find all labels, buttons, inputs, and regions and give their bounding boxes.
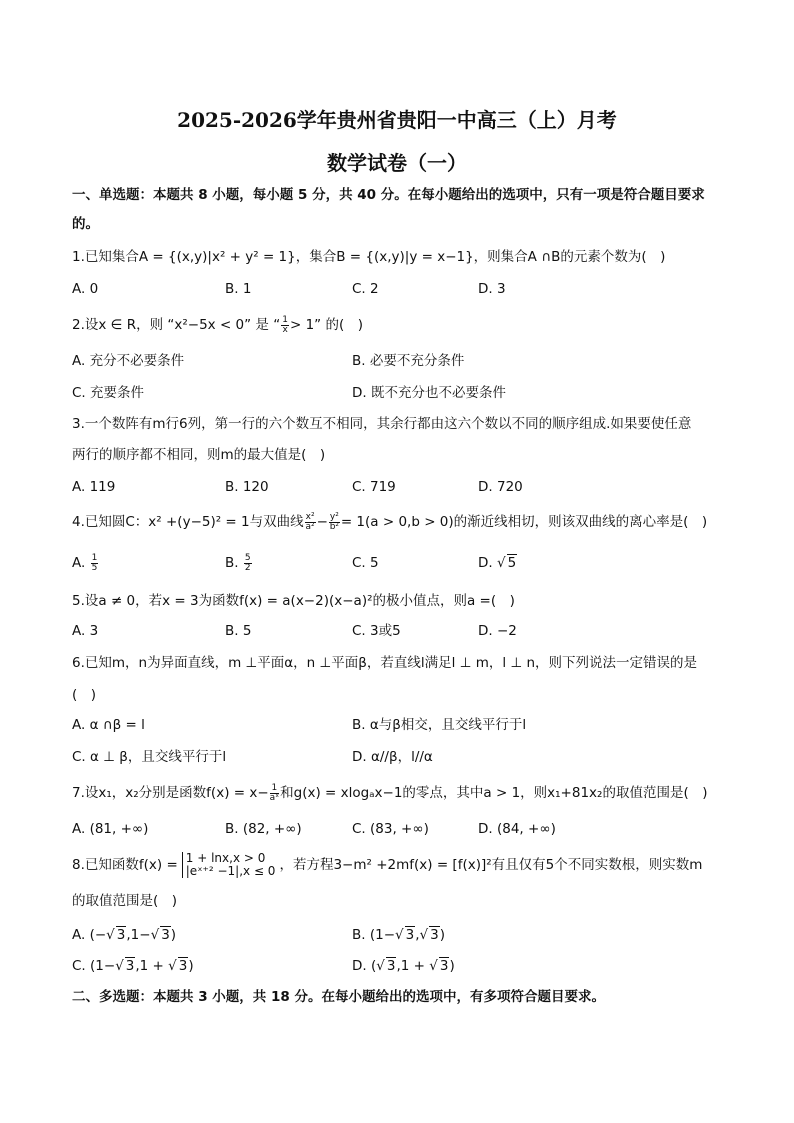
sqrt-sign: √ — [168, 958, 177, 974]
question-4-fraction-x — [305, 513, 316, 532]
sqrt-radicand: 3 — [161, 927, 170, 943]
question-7-fraction — [270, 784, 280, 803]
fraction-denominator: a² — [305, 521, 315, 532]
sqrt-radicand: 3 — [439, 958, 449, 974]
option-fraction — [91, 554, 99, 573]
sqrt-radicand: 3 — [430, 927, 439, 943]
question-4-stem-a: 4.已知圆C：x² +(y−5)² = 1与双曲线 — [72, 514, 304, 530]
question-1-option-c: C. 2 — [352, 281, 379, 297]
option-text: ,1 + — [396, 958, 430, 974]
section1-heading: 一、单选题：本题共 8 小题，每小题 5 分，共 40 分。在每小题给出的选项中，只有一项是符合题目要求 — [72, 187, 705, 203]
piecewise-case-2: |eˣ⁺² −1|,x ≤ 0 — [185, 864, 276, 878]
question-2-option-c: C. 充要条件 — [72, 385, 145, 401]
question-5-option-d: D. −2 — [478, 623, 517, 639]
question-7-option-a: A. (81, +∞) — [72, 821, 149, 837]
question-3-stem: 3.一个数阵有m行6列，第一行的六个数互不相同，其余行都由这六个数以不同的顺序组成.如果要使任意 — [72, 416, 692, 432]
option-text: ) — [439, 927, 445, 943]
question-7-stem — [72, 783, 708, 803]
fraction-numerator: 5 — [244, 552, 251, 563]
fraction-denominator: 5 — [91, 562, 98, 573]
question-5-stem: 5.设a ≠ 0，若x = 3为函数f(x) = a(x−2)(x−a)²的极小值点，则a =( ) — [72, 593, 515, 609]
exam-subtitle: 数学试卷（一） — [327, 151, 467, 175]
question-2-option-d: D. 既不充分也不必要条件 — [352, 385, 506, 401]
fraction-numerator: y² — [329, 511, 339, 522]
sqrt-sign: √ — [106, 927, 115, 943]
fraction-denominator: aˣ — [269, 792, 280, 803]
question-2-fraction — [281, 316, 289, 335]
sqrt-sign: √ — [429, 958, 438, 974]
question-1-option-a: A. 0 — [72, 281, 99, 297]
option-label: D. — [478, 555, 493, 571]
question-6-stem-cont: ( ) — [72, 687, 97, 703]
question-8-stem-b: ，若方程3−m² +2mf(x) = [f(x)]²有且仅有5个不同实数根，则实数m — [279, 857, 703, 873]
sqrt-radicand: 3 — [178, 958, 188, 974]
question-4-option-c: C. 5 — [352, 555, 379, 571]
fraction-denominator: 2 — [244, 562, 251, 573]
question-3-option-c: C. 719 — [352, 479, 396, 495]
question-4-minus: − — [316, 514, 328, 530]
question-7-option-c: C. (83, +∞) — [352, 821, 429, 837]
question-4-option-d — [478, 553, 517, 573]
sqrt-sign: √ — [419, 927, 429, 943]
option-label: B. — [225, 555, 239, 571]
question-4-fraction-y — [329, 513, 340, 532]
option-fraction — [244, 554, 252, 573]
question-7-stem-b: 和g(x) = xlogₐx−1的零点，其中a > 1，则x₁+81x₂的取值范围是( ) — [280, 785, 708, 801]
fraction-denominator: x — [282, 324, 288, 335]
sqrt-sign: √ — [376, 958, 385, 974]
question-3-option-a: A. 119 — [72, 479, 116, 495]
question-8-stem-cont: 的取值范围是( ) — [72, 893, 178, 909]
question-8-option-c — [72, 956, 194, 976]
sqrt-sign: √ — [150, 927, 160, 943]
option-text: ) — [188, 958, 194, 974]
question-2-stem — [72, 315, 363, 335]
option-text: C. (1− — [72, 958, 116, 974]
sqrt-radicand: 3 — [405, 927, 415, 943]
question-4-option-a — [72, 553, 99, 573]
option-text: ) — [170, 927, 177, 943]
question-8-option-d — [352, 956, 455, 976]
question-6-option-c: C. α ⊥ β，且交线平行于l — [72, 749, 227, 765]
question-4-stem — [72, 512, 707, 532]
option-text: , — [415, 927, 420, 943]
question-1-option-b: B. 1 — [225, 281, 252, 297]
question-6-option-d: D. α//β，l//α — [352, 749, 433, 765]
sqrt-radicand: 3 — [125, 958, 135, 974]
question-8-stem-a: 8.已知函数f(x) = — [72, 857, 178, 873]
section2-heading: 二、多选题：本题共 3 小题，共 18 分。在每小题给出的选项中，有多项符合题目要求。 — [72, 989, 605, 1005]
question-3-option-b: B. 120 — [225, 479, 269, 495]
question-7-stem-a: 7.设x₁，x₂分别是函数f(x) = x− — [72, 785, 269, 801]
question-8-stem — [72, 852, 702, 878]
question-6-stem: 6.已知m，n为异面直线，m ⊥平面α，n ⊥平面β，若直线l满足l ⊥ m，l ⊥ n，则下列说法一定错误的是 — [72, 655, 698, 671]
fraction-numerator: x² — [305, 511, 315, 522]
question-3-option-d: D. 720 — [478, 479, 523, 495]
question-4-stem-b: = 1(a > 0,b > 0)的渐近线相切，则该双曲线的离心率是( ) — [340, 514, 708, 530]
question-1-stem: 1.已知集合A = {(x,y)|x² + y² = 1}，集合B = {(x,y)|y = x−1}，则集合A ∩B的元素个数为( ) — [72, 249, 666, 265]
option-text: D. ( — [352, 958, 377, 974]
question-2-option-a: A. 充分不必要条件 — [72, 353, 185, 369]
question-2-option-b: B. 必要不充分条件 — [352, 353, 465, 369]
option-label: A. — [72, 555, 86, 571]
exam-title: 2025-2026学年贵州省贵阳一中高三（上）月考 — [177, 108, 617, 132]
question-2-stem-a: 2.设x ∈ R，则 “x²−5x < 0” 是 “ — [72, 317, 281, 333]
question-6-option-b: B. α与β相交，且交线平行于l — [352, 717, 527, 733]
option-text: B. (1− — [352, 927, 396, 943]
piecewise-case-1: 1 + lnx,x > 0 — [185, 851, 266, 865]
question-5-option-a: A. 3 — [72, 623, 99, 639]
fraction-numerator: 1 — [282, 314, 288, 325]
question-5-option-c: C. 3或5 — [352, 623, 401, 639]
question-7-option-b: B. (82, +∞) — [225, 821, 302, 837]
sqrt-sign: √ — [395, 927, 404, 943]
question-1-option-d: D. 3 — [478, 281, 506, 297]
fraction-numerator: 1 — [91, 552, 98, 563]
sqrt-sign: √ — [496, 555, 506, 571]
sqrt-sign: √ — [115, 958, 124, 974]
question-8-option-b — [352, 925, 445, 945]
piecewise-function — [182, 852, 276, 878]
option-text: A. (− — [72, 927, 107, 943]
section1-heading-cont: 的。 — [72, 216, 99, 232]
fraction-denominator: b² — [329, 521, 340, 532]
fraction-numerator: 1 — [271, 782, 278, 793]
sqrt-radicand: 5 — [507, 555, 517, 571]
sqrt-radicand: 3 — [386, 958, 396, 974]
question-5-option-b: B. 5 — [225, 623, 252, 639]
question-2-stem-b: > 1” 的( ) — [289, 317, 363, 333]
option-text: ) — [449, 958, 455, 974]
question-4-option-b — [225, 553, 253, 573]
option-text: ,1 + — [135, 958, 169, 974]
sqrt-radicand: 3 — [116, 927, 126, 943]
question-6-option-a: A. α ∩β = l — [72, 717, 145, 733]
option-text: ,1− — [126, 927, 151, 943]
question-3-stem-cont: 两行的顺序都不相同，则m的最大值是( ) — [72, 447, 326, 463]
question-7-option-d: D. (84, +∞) — [478, 821, 556, 837]
question-8-option-a — [72, 925, 176, 945]
